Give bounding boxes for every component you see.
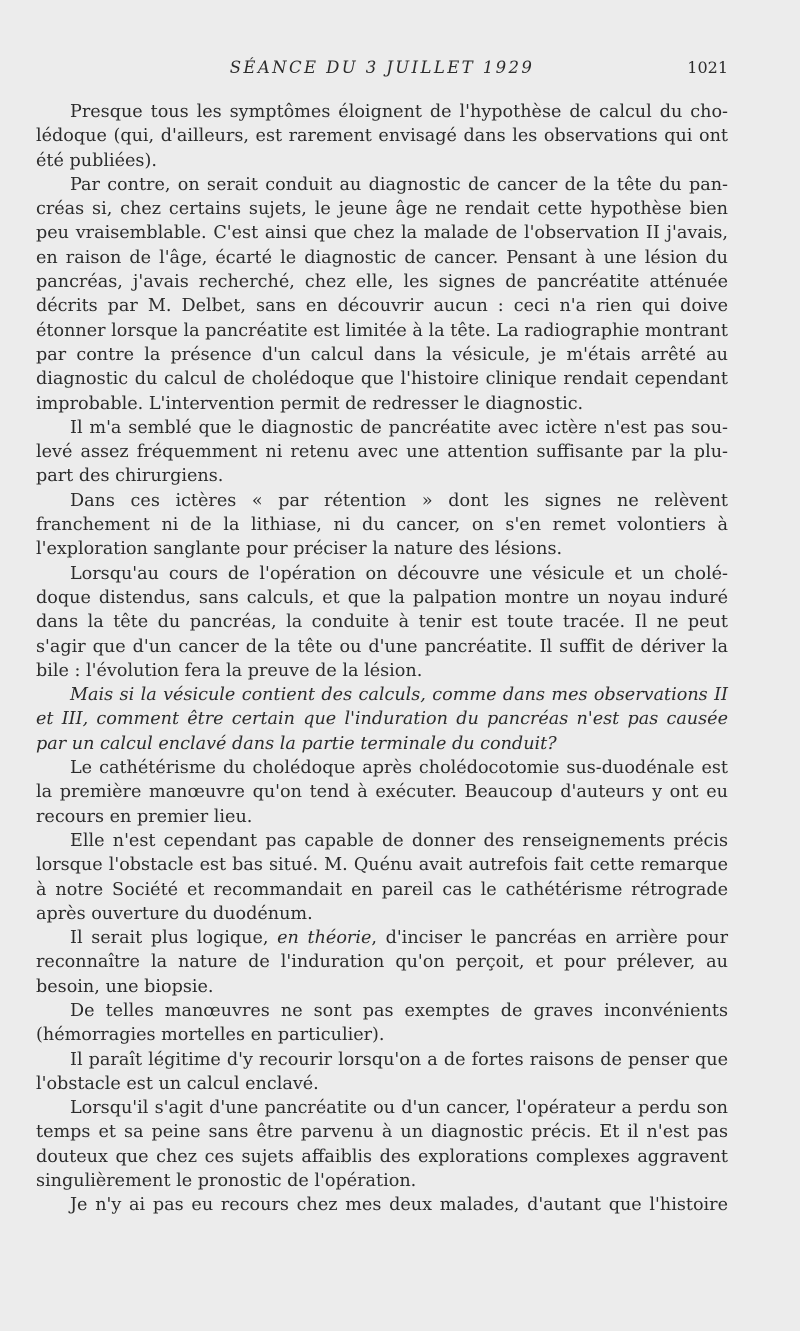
paragraph: Le cathétérisme du cholédoque après cholédocotomie sus-duodénale est la première manœuvre qu'on tend à exécuter. Beaucoup d'auteurs y ont eu recours en premier lieu. bbox=[36, 758, 728, 827]
paragraph bbox=[36, 926, 728, 999]
text-run: , d'inciser le pancréas en arrière pour reconnaître la nature de l'induration qu'on perçoit, et pour prélever, au besoin, une biopsie. bbox=[36, 928, 728, 997]
body-text bbox=[36, 100, 728, 1218]
text-run: Il serait plus logique, bbox=[70, 928, 278, 949]
paragraph: Je n'y ai pas eu recours chez mes deux malades, d'autant que l'histoire bbox=[70, 1195, 728, 1216]
paragraph: Elle n'est cependant pas capable de donner des renseignements précis lorsque l'obstacle est bas situé. M. Quénu avait autrefois fait cette remarque à notre Société et recommandait en pareil cas le cathétérisme rétrograde après ouverture du duodénum. bbox=[36, 830, 728, 924]
paragraph: De telles manœuvres ne sont pas exemptes de graves inconvénients (hémorragies mortelles en particulier). bbox=[36, 1000, 728, 1046]
paragraph: Lorsqu'au cours de l'opération on découvre une vésicule et un cholédoque distendus, sans calculs, et que la palpation montre un noyau induré dans la tête du pancréas, la conduite à tenir est toute tracée. Il ne peut s'agir que d'un cancer de la tête ou d'une pancréatite. Il suffit de dériver la bile : l'évolution fera la preuve de la lésion. bbox=[36, 563, 728, 681]
paragraph: Par contre, on serait conduit au diagnostic de cancer de la tête du pancréas si, chez certains sujets, le jeune âge ne rendait cette hypothèse bien peu vraisemblable. C'est ainsi que chez la malade de l'observation II j'avais, en raison de l'âge, écarté le diagnostic de cancer. Pensant à une lésion du pancréas, j'avais recherché, chez elle, les signes de pancréatite atténuée décrits par M. Delbet, sans en découvrir aucun : ceci n'a rien qui doive étonner lorsque la pancréatite est limitée à la tête. La radiographie montrant par contre la présence d'un calcul dans la vésicule, je m'étais arrêté au diagnostic du calcul de cholédoque que l'histoire clinique rendait cependant improbable. L'intervention permit de redresser le diagnostic. bbox=[36, 174, 728, 414]
italic-text: en théorie bbox=[277, 928, 372, 949]
page-header bbox=[36, 58, 728, 82]
running-head: SÉANCE DU 3 JUILLET 1929 bbox=[229, 58, 535, 77]
paragraph: Il m'a semblé que le diagnostic de pancréatite avec ictère n'est pas soulevé assez fréquemment ni retenu avec une attention suffisante par la plupart des chirurgiens. bbox=[36, 417, 728, 487]
paragraph: Il paraît légitime d'y recourir lorsqu'on a de fortes raisons de penser que l'obstacle est un calcul enclavé. bbox=[36, 1049, 728, 1094]
paragraph-italic bbox=[36, 683, 728, 756]
paragraph: Presque tous les symptômes éloignent de l'hypothèse de calcul du cholédoque (qui, d'ailleurs, est rarement envisagé dans les observations qui ont été publiées). bbox=[36, 102, 728, 171]
paragraph: Lorsqu'il s'agit d'une pancréatite ou d'un cancer, l'opérateur a perdu son temps et sa peine sans être parvenu à un diagnostic précis. Et il n'est pas douteux que chez ces sujets affaiblis des explorations complexes aggravent singulièrement le pronostic de l'opération. bbox=[36, 1098, 728, 1192]
paragraph: Dans ces ictères « par rétention » dont les signes ne relèvent franchement ni de la lithiase, ni du cancer, on s'en remet volontiers à l'exploration sanglante pour préciser la nature des lésions. bbox=[36, 490, 728, 560]
page-number: 1021 bbox=[687, 58, 728, 77]
italic-text: Mais si la vésicule contient des calculs, comme dans mes observations II et III, comment être certain que l'induration du pancréas n'est pas causée par un calcul enclavé dans la partie terminale du conduit? bbox=[36, 685, 728, 754]
